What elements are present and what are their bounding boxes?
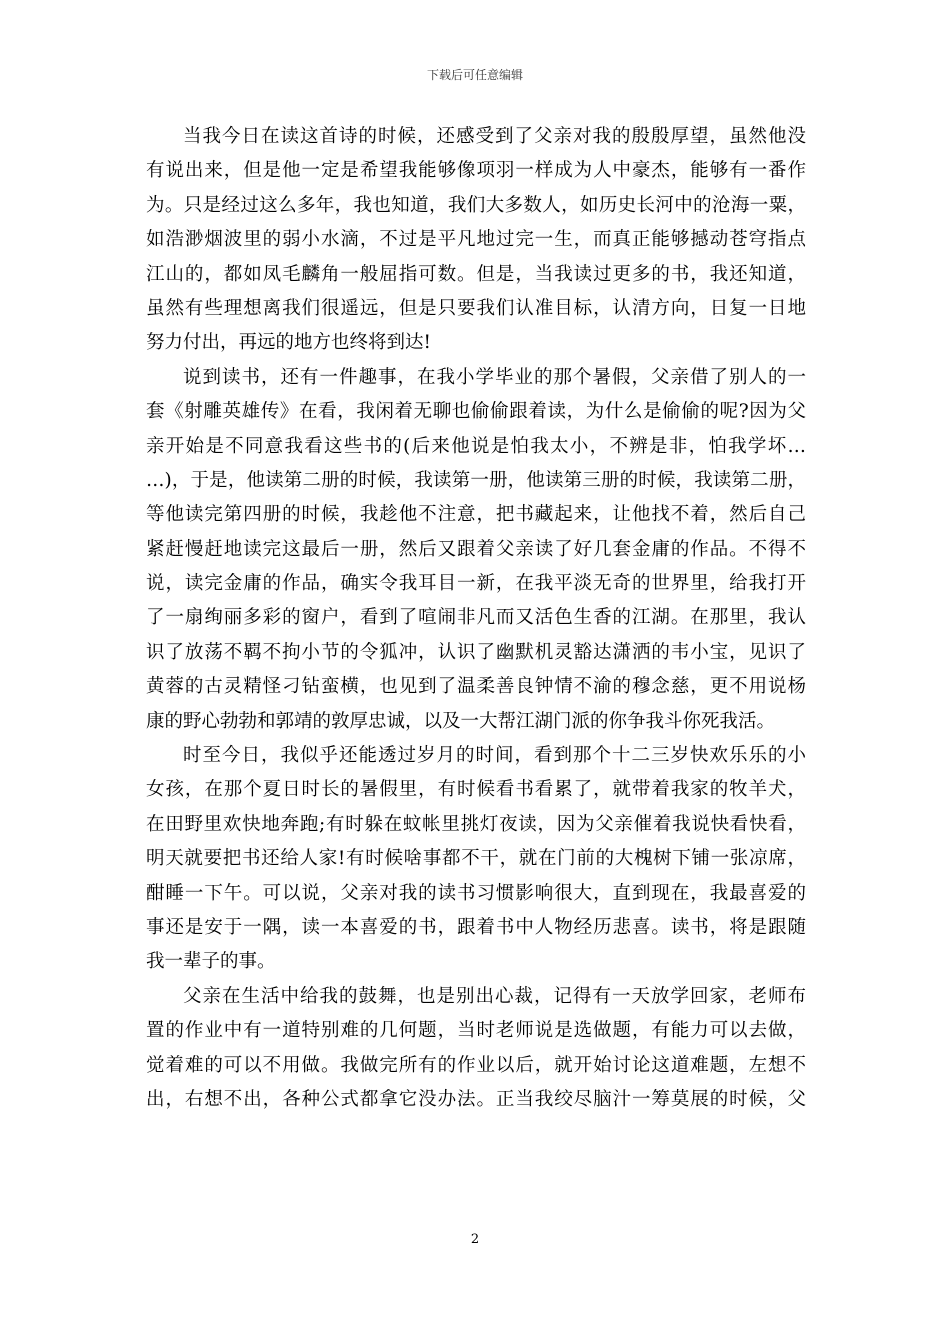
paragraph-3 [146, 739, 806, 980]
text-line: …)，于是，他读第二册的时候，我读第一册，他读第三册的时候，我读第二册， [146, 469, 806, 491]
paragraph-2 [146, 361, 806, 739]
text-line: 时至今日，我似乎还能透过岁月的时间，看到那个十二三岁快欢乐乐的小 [183, 745, 806, 767]
text-line: 虽然有些理想离我们很遥远，但是只要我们认准目标，认清方向，日复一日地 [146, 297, 806, 319]
page-header: 下载后可任意编辑 [426, 68, 523, 82]
text-line: 有说出来，但是他一定是希望我能够像项羽一样成为人中豪杰，能够有一番作 [146, 160, 806, 182]
text-line: 了一扇绚丽多彩的窗户，看到了喧闹非凡而又活色生香的江湖。在那里，我认 [146, 607, 806, 629]
text-line: 我一辈子的事。 [146, 951, 276, 973]
text-line: 觉着难的可以不用做。我做完所有的作业以后，就开始讨论这道难题，左想不 [146, 1054, 806, 1076]
text-line: 说，读完金庸的作品，确实令我耳目一新，在我平淡无奇的世界里，给我打开 [146, 573, 806, 595]
text-line: 康的野心勃勃和郭靖的敦厚忠诚，以及一大帮江湖门派的你争我斗你死我活。 [146, 710, 776, 732]
text-line: 紧赶慢赶地读完这最后一册，然后又跟着父亲读了好几套金庸的作品。不得不 [146, 538, 806, 560]
text-line: 在田野里欢快地奔跑;有时躲在蚊帐里挑灯夜读，因为父亲催着我说快看快看， [146, 813, 806, 835]
text-line: 识了放荡不羁不拘小节的令狐冲，认识了幽默机灵豁达潇洒的韦小宝，见识了 [146, 641, 806, 663]
text-line: 江山的，都如凤毛麟角一般屈指可数。但是，当我读过更多的书，我还知道， [146, 263, 806, 285]
document-body [146, 120, 806, 1117]
text-line: 努力付出，再远的地方也终将到达! [146, 332, 431, 354]
text-line: 置的作业中有一道特别难的几何题，当时老师说是选做题，有能力可以去做， [146, 1020, 806, 1042]
text-line: 亲开始是不同意我看这些书的(后来他说是怕我太小，不辨是非，怕我学坏… [146, 435, 806, 457]
text-line: 事还是安于一隅，读一本喜爱的书，跟着书中人物经历悲喜。读书，将是跟随 [146, 916, 806, 938]
text-line: 当我今日在读这首诗的时候，还感受到了父亲对我的殷殷厚望，虽然他没 [183, 126, 806, 147]
text-line: 说到读书，还有一件趣事，在我小学毕业的那个暑假，父亲借了别人的一 [183, 366, 806, 388]
text-line: 黄蓉的古灵精怪刁钻蛮横，也见到了温柔善良钟情不渝的穆念慈，更不用说杨 [146, 676, 806, 698]
text-line: 父亲在生活中给我的鼓舞，也是别出心裁，记得有一天放学回家，老师布 [183, 985, 806, 1007]
text-line: 明天就要把书还给人家!有时候啥事都不干，就在门前的大槐树下铺一张凉席， [146, 848, 806, 870]
paragraph-4 [146, 980, 806, 1118]
text-line: 套《射雕英雄传》在看，我闲着无聊也偷偷跟着读，为什么是偷偷的呢?因为父 [146, 401, 806, 423]
text-line: 酣睡一下午。可以说，父亲对我的读书习惯影响很大，直到现在，我最喜爱的 [146, 882, 806, 904]
text-line: 如浩渺烟波里的弱小水滴，不过是平凡地过完一生，而真正能够撼动苍穹指点 [146, 229, 806, 251]
text-line: 女孩，在那个夏日时长的暑假里，有时候看书看累了，就带着我家的牧羊犬， [146, 779, 806, 801]
text-line: 出，右想不出，各种公式都拿它没办法。正当我绞尽脑汁一筹莫展的时候，父 [146, 1088, 806, 1110]
page-number: 2 [470, 1232, 480, 1247]
text-line: 等他读完第四册的时候，我趁他不注意，把书藏起来，让他找不着，然后自己 [146, 504, 806, 526]
paragraph-1 [146, 120, 806, 361]
text-line: 为。只是经过这么多年，我也知道，我们大多数人，如历史长河中的沧海一粟， [146, 194, 806, 216]
